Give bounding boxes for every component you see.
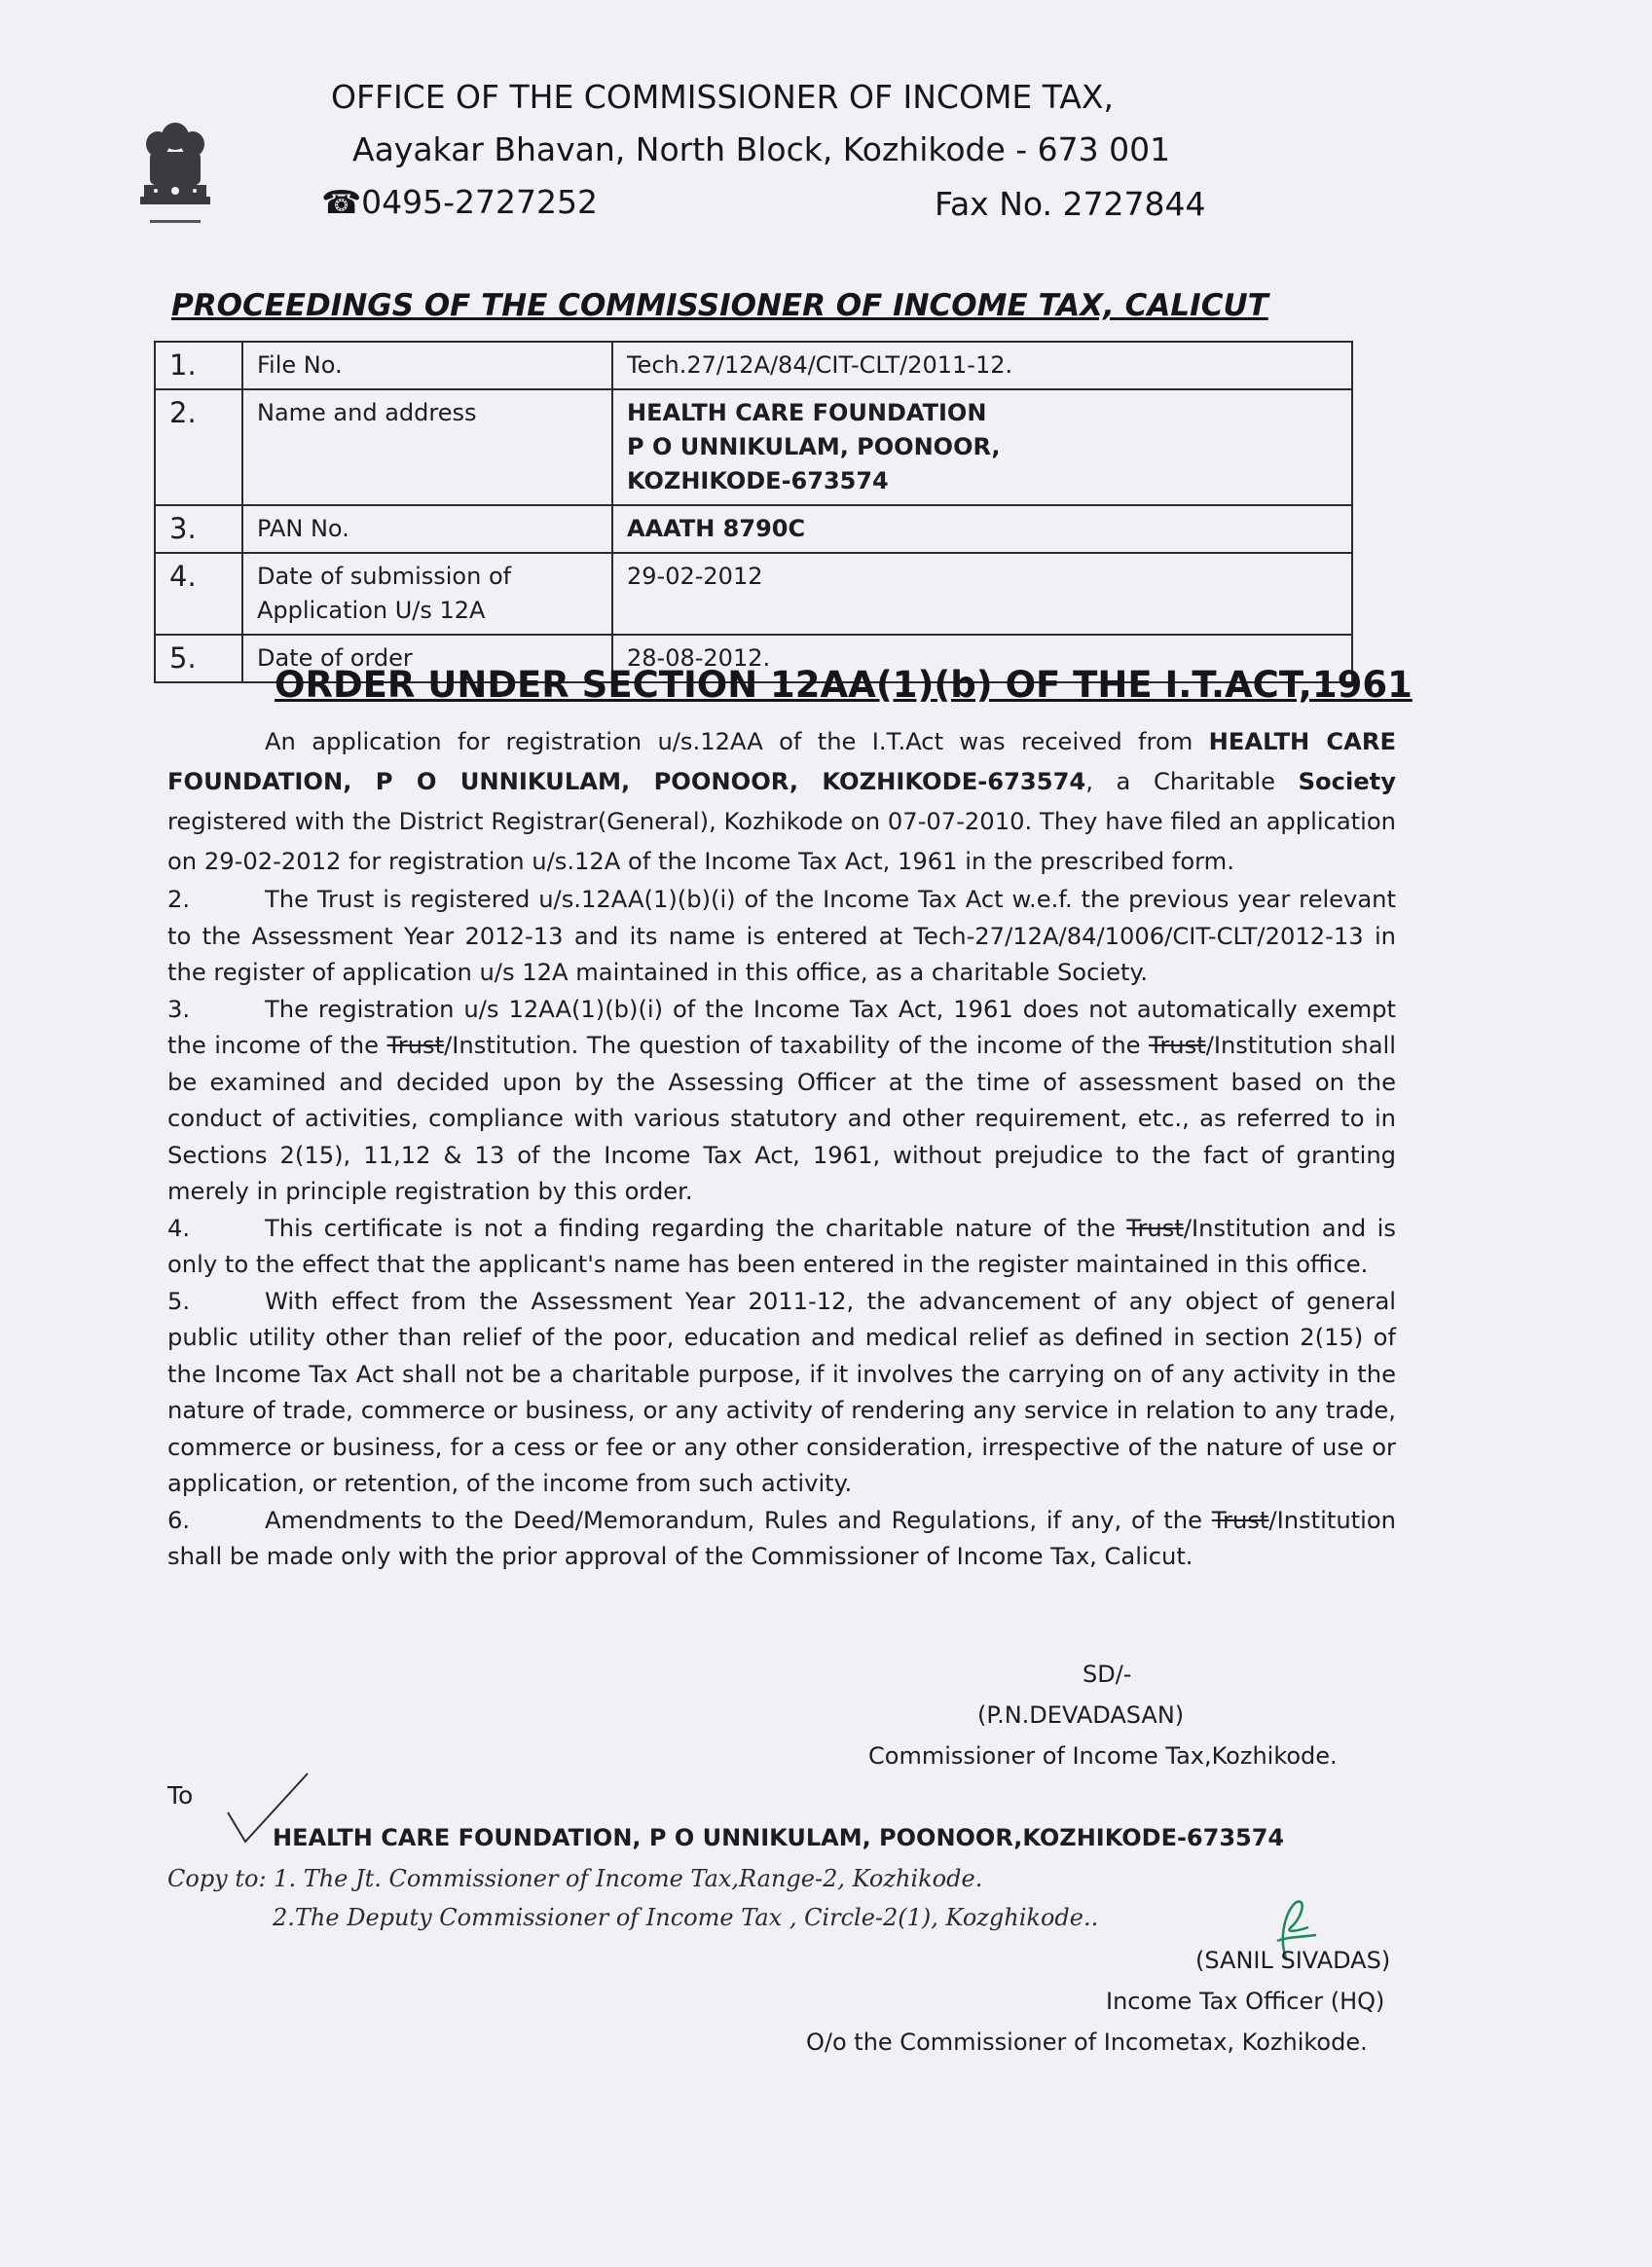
table-row: [155, 389, 1352, 505]
row-label: PAN No.: [242, 505, 612, 553]
para-text: /Institution shall be made only with the prior approval of the Commissioner of Income Tax, Calicut.: [167, 1506, 1396, 1570]
paragraph-3: [167, 992, 1396, 1211]
struck-word: Trust: [1126, 1214, 1184, 1242]
para-text: registered with the District Registrar(General), Kozhikode on 07-07-2010. They have filed an application on 29-02-2012 for registration u/s.12A of the Income Tax Act, 1961 in the prescribed form.: [167, 808, 1396, 875]
entity-type: Society: [1298, 768, 1396, 795]
letterhead-address: Aayakar Bhavan, North Block, Kozhikode - 673 001: [352, 130, 1171, 168]
to-label: To: [167, 1781, 194, 1810]
row-number: 2.: [155, 389, 242, 505]
officer-designation: Income Tax Officer (HQ): [1106, 1988, 1385, 2015]
row-number: 5.: [155, 635, 242, 682]
para-text: /Institution shall be examined and decided upon by the Assessing Officer at the time of assessment based on the conduct of activities, compliance with various statutory and other requirement, etc., as referred to in Sections 2(15), 11,12 & 13 of the Income Tax Act, 1961, without prejudice to the fact of granting merely in principle registration by this order.: [167, 1032, 1397, 1205]
para-number: 3.: [167, 995, 191, 1023]
struck-word: Trust: [1149, 1032, 1206, 1059]
struck-word: Trust: [386, 1032, 445, 1059]
para-number: 2.: [167, 886, 191, 913]
paragraph-5: [167, 1284, 1396, 1503]
paragraph-4: [167, 1211, 1396, 1284]
para-text: The registration u/s 12AA(1)(b)(i) of the Income Tax Act, 1961 does not automatically exempt the income of the: [167, 995, 1396, 1059]
paragraph-6: [167, 1503, 1396, 1576]
copy-to-line-2: 2.The Deputy Commissioner of Income Tax , Circle-2(1), Kozghikode..: [273, 1904, 1099, 1931]
officer-name: (SANIL SIVADAS): [1195, 1947, 1391, 1974]
para-number: 5.: [167, 1287, 191, 1315]
signatory-designation: Commissioner of Income Tax,Kozhikode.: [868, 1742, 1338, 1770]
national-emblem-icon: [136, 115, 214, 239]
pan-number: AAATH 8790C: [612, 505, 1352, 553]
address-line: KOZHIKODE-673574: [627, 467, 889, 494]
row-label: Name and address: [242, 389, 612, 505]
struck-word: Trust: [1211, 1506, 1269, 1534]
paragraph-2: [167, 882, 1396, 992]
row-number: 1.: [155, 342, 242, 389]
file-number: Tech.27/12A/84/CIT-CLT/2011-12.: [612, 342, 1352, 389]
applicant-name: HEALTH CARE FOUNDATION, P O UNNIKULAM, POONOOR, KOZHIKODE-673574: [167, 728, 1396, 795]
row-label: File No.: [242, 342, 612, 389]
row-label: Date of order: [242, 635, 612, 682]
letterhead-office: OFFICE OF THE COMMISSIONER OF INCOME TAX,: [331, 78, 1115, 116]
para-number: 6.: [167, 1506, 191, 1534]
row-number: 4.: [155, 553, 242, 635]
para-text: , a Charitable: [1085, 768, 1299, 795]
label-line: Date of submission of: [257, 563, 512, 590]
order-title: ORDER UNDER SECTION 12AA(1)(b) OF THE I.T.ACT,1961: [275, 664, 1413, 706]
para-text: With effect from the Assessment Year 2011-12, the advancement of any object of general public utility other than relief of the poor, education and medical relief as defined in section 2(15) of the Income Tax Act shall not be a charitable purpose, if it involves the carrying on of any activity in the nature of trade, commerce or business, or any activity of rendering any service in relation to any trade, commerce or business, for a cess or fee or any other consideration, irrespective of the nature of use or application, or retention, of the income from such activity.: [167, 1287, 1396, 1497]
para-text: An application for registration u/s.12AA of the I.T.Act was received from: [265, 728, 1209, 755]
para-text: /Institution. The question of taxability of the income of the: [444, 1032, 1150, 1059]
table-row: [155, 505, 1352, 553]
order-body: [167, 722, 1396, 1576]
submission-date: 29-02-2012: [612, 553, 1352, 635]
para-text: The Trust is registered u/s.12AA(1)(b)(i) of the Income Tax Act w.e.f. the previous year relevant to the Assessment Year 2012-13 and its name is entered at Tech-27/12A/84/1006/CIT-CLT/2012-13 in the register of application u/s 12A maintained in this office, as a charitable Society.: [167, 886, 1396, 986]
order-date: 28-08-2012.: [612, 635, 1352, 682]
name-and-address: [612, 389, 1352, 505]
para-text: Amendments to the Deed/Memorandum, Rules and Regulations, if any, of the: [265, 1506, 1212, 1534]
label-line: Application U/s 12A: [257, 597, 486, 624]
row-number: 3.: [155, 505, 242, 553]
para-text: /Institution and is only to the effect that the applicant's name has been entered in the register maintained in this office.: [167, 1214, 1396, 1278]
signed-mark: SD/-: [1083, 1661, 1132, 1688]
table-row: [155, 553, 1352, 635]
recipient-address: HEALTH CARE FOUNDATION, P O UNNIKULAM, POONOOR,KOZHIKODE-673574: [273, 1824, 1285, 1851]
para-number: 4.: [167, 1214, 191, 1242]
letterhead-fax: Fax No. 2727844: [935, 185, 1206, 223]
address-line: P O UNNIKULAM, POONOOR,: [627, 433, 1001, 460]
table-row: [155, 342, 1352, 389]
officer-office: O/o the Commissioner of Incometax, Kozhikode.: [806, 2029, 1368, 2056]
paragraph-1: [167, 722, 1396, 882]
row-label: [242, 553, 612, 635]
address-line: HEALTH CARE FOUNDATION: [627, 399, 987, 426]
details-table: [154, 341, 1353, 683]
letterhead-phone: ☎0495-2727252: [321, 183, 598, 221]
copy-to-line-1: Copy to: 1. The Jt. Commissioner of Income Tax,Range-2, Kozhikode.: [167, 1865, 983, 1892]
para-text: This certificate is not a finding regarding the charitable nature of the: [265, 1214, 1127, 1242]
signatory-name: (P.N.DEVADASAN): [977, 1701, 1185, 1729]
proceedings-title: PROCEEDINGS OF THE COMMISSIONER OF INCOME TAX, CALICUT: [171, 288, 1268, 323]
